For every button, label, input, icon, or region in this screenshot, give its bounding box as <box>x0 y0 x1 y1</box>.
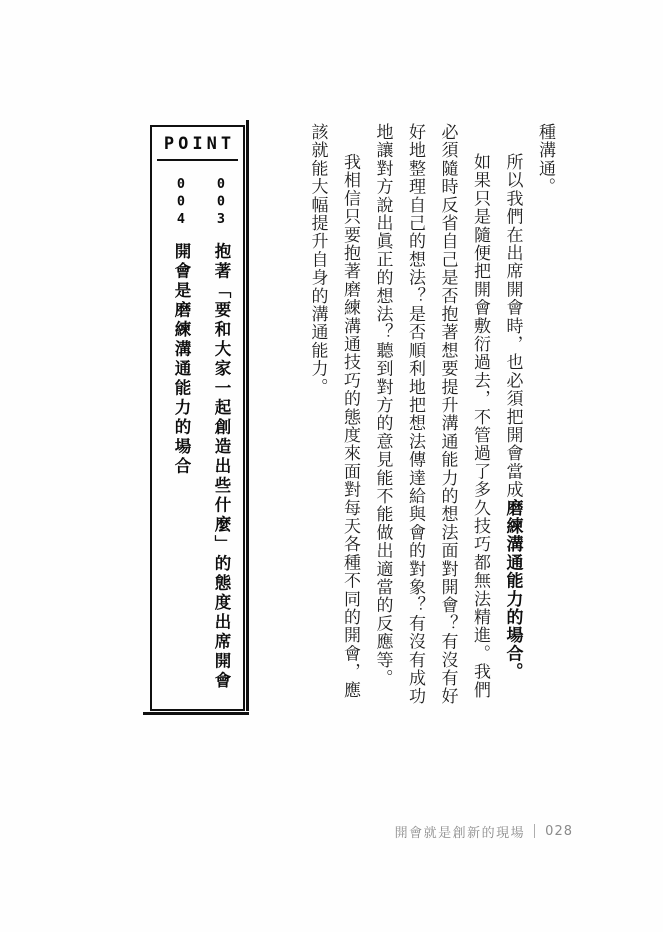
point-entry <box>161 176 201 705</box>
point-entry-text: 開會是磨練溝通能力的場合 <box>172 242 191 477</box>
point-box <box>150 125 245 711</box>
body-text-segment: 我相信只要抱著磨練溝通技巧的態度來面對每天各種不同的開會，應 <box>340 153 360 699</box>
body-text-segment: 好地整理自己的想法？是否順利地把想法傳達給與會的對象？有沒有成功 <box>405 123 425 706</box>
body-text-segment: 如果只是隨便把開會敷衍過去，不管過了多久技巧都無法精進。我們 <box>470 153 490 699</box>
text-column <box>366 123 399 723</box>
footer-divider <box>534 824 535 838</box>
body-text <box>301 123 561 723</box>
point-entries <box>154 172 241 705</box>
body-text-segment: 必須隨時反省自己是否抱著想要提升溝通能力的想法面對開會？有沒有好 <box>437 123 458 706</box>
text-column <box>431 123 464 723</box>
point-box-header: POINT <box>163 134 236 154</box>
footer-book-title: 開會就是創新的現場 <box>394 825 526 841</box>
body-text-segment: 所以我們在出席開會時，也必須把開會當成 <box>502 153 523 499</box>
text-column <box>301 123 334 723</box>
body-text-segment: 種溝通。 <box>535 123 555 196</box>
text-column <box>464 123 497 723</box>
point-entry-number: 003 <box>213 176 229 229</box>
point-entry <box>201 176 241 705</box>
emphasis-text: 磨練溝通能力的場合。 <box>502 498 523 681</box>
point-box-rule <box>157 159 238 161</box>
page-footer <box>395 822 573 840</box>
body-text-segment: 該就能大幅提升自身的溝通能力。 <box>307 123 328 396</box>
footer-page-number: 028 <box>545 823 573 839</box>
body-text-segment: 地讓對方說出眞正的想法？聽到對方的意見能不能做出適當的反應等。 <box>372 123 393 688</box>
text-column <box>496 123 529 723</box>
text-column <box>399 123 432 723</box>
text-column <box>334 123 367 723</box>
point-entry-text: 抱著「要和大家一起創造出些什麼」的態度出席開會 <box>212 242 231 691</box>
point-entry-number: 004 <box>173 176 189 229</box>
text-column <box>529 123 562 723</box>
